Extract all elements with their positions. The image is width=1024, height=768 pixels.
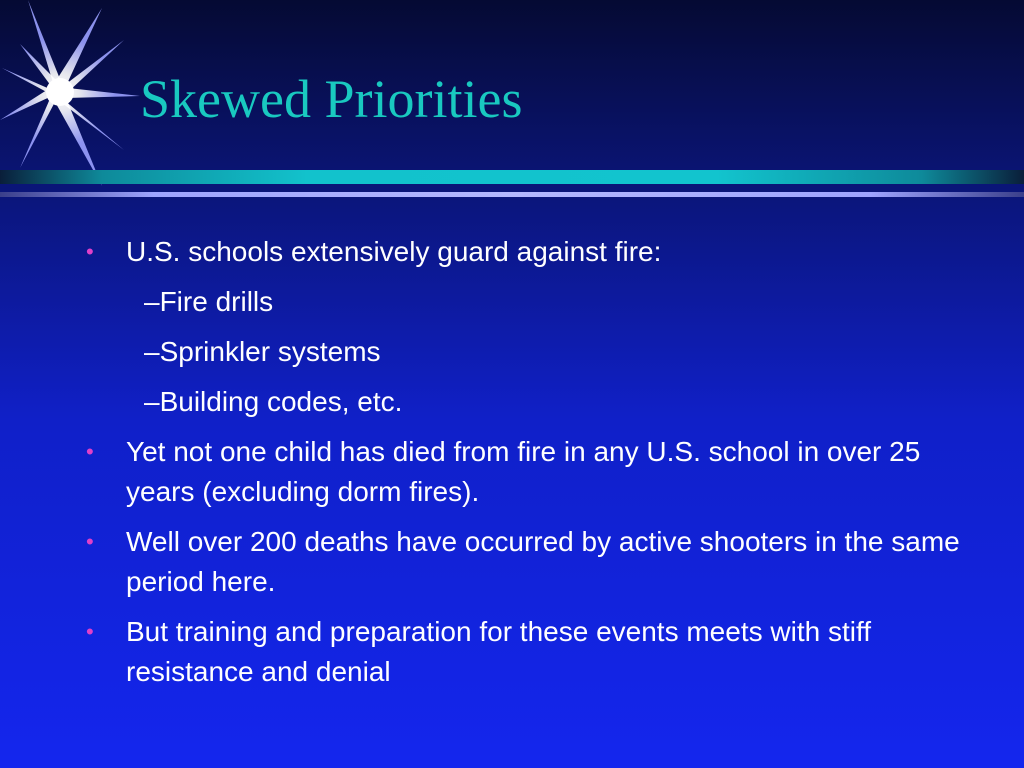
slide-title: Skewed Priorities	[140, 69, 523, 129]
bullet-item	[86, 612, 986, 692]
sub-bullet-text: Building codes, etc.	[159, 386, 403, 417]
bullet-icon: •	[86, 239, 94, 264]
sub-bullet-item	[126, 282, 986, 322]
sub-bullet-item	[126, 332, 986, 372]
bullet-text: But training and preparation for these events meets with stiff resistance and denial	[126, 616, 872, 687]
bullet-item	[86, 522, 986, 602]
bullet-icon: •	[86, 529, 94, 554]
sub-bullet-item	[126, 382, 986, 422]
bullet-item	[86, 232, 986, 422]
sub-bullet-text: Sprinkler systems	[159, 336, 381, 367]
sub-bullet-list	[126, 282, 986, 422]
bullet-text: U.S. schools extensively guard against fire:	[126, 236, 662, 267]
dash-icon: –	[144, 286, 160, 317]
bullet-text: Yet not one child has died from fire in any U.S. school in over 25 years (excluding dorm fires).	[126, 436, 921, 507]
title-rule-primary	[0, 170, 1024, 184]
title-rule-secondary	[0, 192, 1024, 197]
bullet-list	[86, 232, 986, 702]
bullet-item	[86, 432, 986, 512]
bullet-icon: •	[86, 619, 94, 644]
bullet-text: Well over 200 deaths have occurred by active shooters in the same period here.	[126, 526, 960, 597]
dash-icon: –	[144, 386, 160, 417]
starburst-icon	[0, 0, 140, 190]
bullet-icon: •	[86, 439, 94, 464]
dash-icon: –	[144, 336, 160, 367]
sub-bullet-text: Fire drills	[159, 286, 274, 317]
